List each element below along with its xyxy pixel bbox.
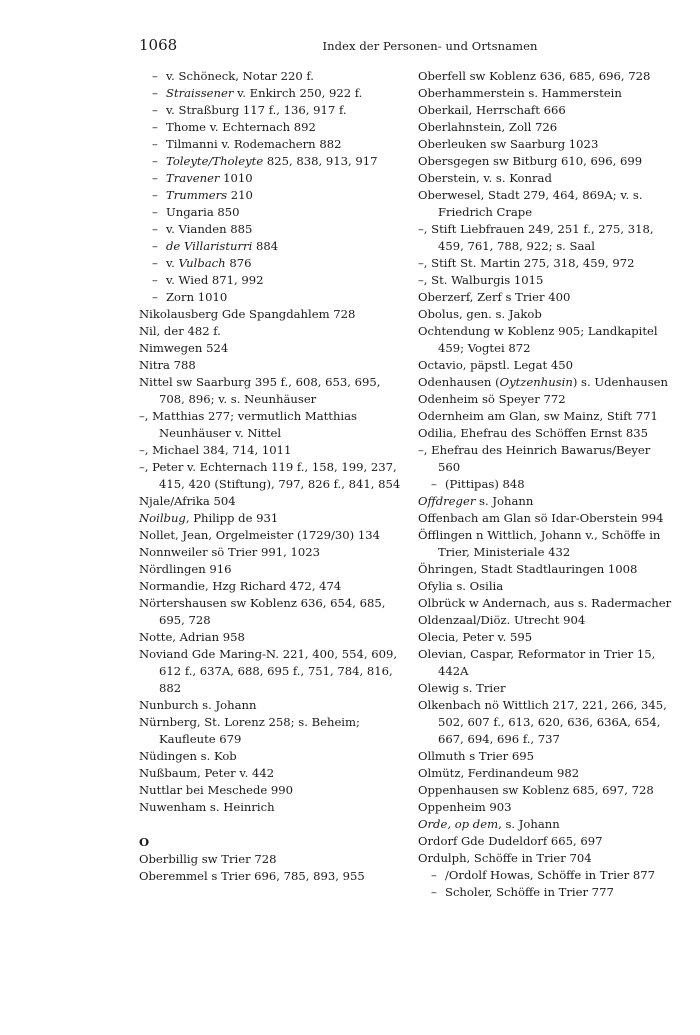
index-entry (418, 629, 676, 646)
index-entry (139, 510, 406, 527)
entry-text: s. Johann (475, 494, 534, 508)
entry-dash: – (152, 222, 158, 236)
index-entry (139, 493, 406, 510)
entry-italic: Orde, op dem (418, 817, 499, 831)
entry-text: Olecia, Peter v. 595 (418, 630, 533, 644)
entry-text: Njale/Afrika 504 (139, 494, 236, 508)
entry-text: Öhringen, Stadt Stadtlauringen 1008 (418, 562, 638, 576)
index-entry (418, 289, 676, 306)
page-number: 1068 (139, 36, 178, 54)
index-entry (418, 510, 676, 527)
section-letter (139, 834, 406, 851)
entry-text: Ungaria 850 (166, 205, 240, 219)
entry-text: Obersgegen sw Bitburg 610, 696, 699 (418, 154, 643, 168)
entry-italic: Travener (166, 171, 220, 185)
entry-text: Oberlahnstein, Zoll 726 (418, 120, 558, 134)
index-entry (139, 170, 406, 187)
running-head: Index der Personen- und Ortsnamen (322, 39, 538, 53)
entry-dash: – (431, 477, 437, 491)
entry-text: 210 (227, 188, 253, 202)
entry-italic: Noilbug (139, 511, 186, 525)
index-entry (418, 306, 676, 323)
index-entry (418, 391, 676, 408)
entry-text: Oppenheim 903 (418, 800, 512, 814)
index-entry (139, 799, 406, 816)
entry-text: Oberleuken sw Saarburg 1023 (418, 137, 599, 151)
entry-text: Obolus, gen. s. Jakob (418, 307, 542, 321)
entry-text: Oldenzaal/Diöz. Utrecht 904 (418, 613, 586, 627)
entry-dash: – (152, 239, 158, 253)
entry-text: Oppenhausen sw Koblenz 685, 697, 728 (418, 783, 654, 797)
index-column-left (139, 68, 406, 885)
entry-text: Ordulph, Schöffe in Trier 704 (418, 851, 592, 865)
entry-dash: – (152, 188, 158, 202)
index-entry (139, 816, 406, 834)
index-entry (418, 136, 676, 153)
entry-text: Nitra 788 (139, 358, 196, 372)
index-entry (139, 442, 406, 459)
index-entry (139, 255, 406, 272)
entry-text: v. Schöneck, Notar 220 f. (166, 69, 314, 83)
index-entry (418, 748, 676, 765)
entry-text: , s. Johann (498, 817, 560, 831)
entry-text: Odenheim sö Speyer 772 (418, 392, 566, 406)
index-entry (418, 612, 676, 629)
index-entry (418, 221, 676, 255)
entry-text: Nonnweiler sö Trier 991, 1023 (139, 545, 321, 559)
entry-italic: Toleyte/Tholeyte (166, 154, 264, 168)
index-entry (418, 187, 676, 221)
entry-italic: Straissener (166, 86, 234, 100)
entry-text: Offenbach am Glan sö Idar-Oberstein 994 (418, 511, 664, 525)
index-entry (418, 697, 676, 748)
index-entry (418, 408, 676, 425)
entry-text: 884 (252, 239, 279, 253)
index-entry (139, 85, 406, 102)
entry-text: /Ordolf Howas, Schöffe in Trier 877 (445, 868, 656, 882)
index-entry (139, 357, 406, 374)
index-entry (418, 833, 676, 850)
index-entry (139, 272, 406, 289)
index-entry (418, 867, 676, 884)
index-entry (418, 119, 676, 136)
entry-text: –, Stift Liebfrauen 249, 251 f., 275, 318, 459, 761, 788, 922; s. Saal (418, 222, 654, 253)
entry-text: Odilia, Ehefrau des Schöffen Ernst 835 (418, 426, 648, 440)
entry-text: Notte, Adrian 958 (139, 630, 245, 644)
index-entry (139, 646, 406, 697)
index-entry (139, 306, 406, 323)
index-entry (139, 595, 406, 629)
entry-text: Olevian, Caspar, Reformator in Trier 15, 442A (418, 647, 656, 678)
entry-dash: – (431, 885, 437, 899)
index-entry (418, 884, 676, 901)
index-entry (418, 442, 676, 476)
entry-text: Normandie, Hzg Richard 472, 474 (139, 579, 342, 593)
entry-text: Nil, der 482 f. (139, 324, 221, 338)
entry-text: Zorn 1010 (166, 290, 228, 304)
entry-text: Nürnberg, St. Lorenz 258; s. Beheim; Kaufleute 679 (139, 715, 360, 746)
entry-text: Tilmanni v. Rodemachern 882 (166, 137, 342, 151)
entry-text: Olkenbach nö Wittlich 217, 221, 266, 345, 502, 607 f., 613, 620, 636, 636A, 654, 667, 694, 696 f., 737 (418, 698, 667, 746)
entry-text: Nördlingen 916 (139, 562, 232, 576)
entry-text: Oberzerf, Zerf s Trier 400 (418, 290, 571, 304)
entry-text: Nuwenham s. Heinrich (139, 800, 275, 814)
entry-text: Odernheim am Glan, sw Mainz, Stift 771 (418, 409, 658, 423)
index-entry (139, 68, 406, 85)
index-entry (418, 255, 676, 272)
entry-dash: – (152, 273, 158, 287)
entry-text: Nollet, Jean, Orgelmeister (1729/30) 134 (139, 528, 381, 542)
entry-text: O (139, 835, 150, 849)
entry-text: Nüdingen s. Kob (139, 749, 237, 763)
index-entry (418, 646, 676, 680)
entry-text: –, Matthias 277; vermutlich Matthias Neunhäuser v. Nittel (139, 409, 357, 440)
entry-text: –, Ehefrau des Heinrich Bawarus/Beyer 560 (418, 443, 651, 474)
index-entry (418, 102, 676, 119)
entry-text: v. Straßburg 117 f., 136, 917 f. (166, 103, 347, 117)
index-entry (418, 799, 676, 816)
index-entry (418, 561, 676, 578)
entry-dash: – (152, 103, 158, 117)
index-entry (418, 765, 676, 782)
entry-text: –, St. Walburgis 1015 (418, 273, 544, 287)
index-entry (139, 697, 406, 714)
entry-text: Öfflingen n Wittlich, Johann v., Schöffe in Trier, Ministeriale 432 (418, 528, 661, 559)
index-entry (139, 238, 406, 255)
index-entry (139, 408, 406, 442)
index-entry (139, 102, 406, 119)
entry-dash: – (152, 256, 158, 270)
entry-text: –, Michael 384, 714, 1011 (139, 443, 292, 457)
entry-text: Olmütz, Ferdinandeum 982 (418, 766, 580, 780)
index-entry (418, 782, 676, 799)
index-entry (418, 680, 676, 697)
entry-italic: Offdreger (418, 494, 476, 508)
entry-dash: – (152, 171, 158, 185)
index-entry (418, 578, 676, 595)
index-entry (139, 374, 406, 408)
entry-text: 825, 838, 913, 917 (263, 154, 378, 168)
entry-italic: Trummers (166, 188, 228, 202)
index-entry (139, 748, 406, 765)
index-entry (139, 544, 406, 561)
entry-dash: – (152, 137, 158, 151)
index-entry (139, 136, 406, 153)
entry-dash: – (152, 154, 158, 168)
entry-text: Ollmuth s Trier 695 (418, 749, 535, 763)
index-entry (139, 187, 406, 204)
entry-text: 1010 (219, 171, 253, 185)
entry-prefix: Odenhausen ( (418, 375, 500, 389)
entry-text: v. Vianden 885 (166, 222, 253, 236)
index-entry (139, 221, 406, 238)
entry-text: ) s. Udenhausen (572, 375, 668, 389)
index-entry (139, 459, 406, 493)
entry-italic: Vulbach (178, 256, 226, 270)
entry-text: Nörtershausen sw Koblenz 636, 654, 685, 695, 728 (139, 596, 386, 627)
index-entry (418, 357, 676, 374)
index-entry (139, 714, 406, 748)
entry-text: Oberbillig sw Trier 728 (139, 852, 277, 866)
index-entry (418, 850, 676, 867)
entry-text: Nuttlar bei Meschede 990 (139, 783, 294, 797)
index-entry (139, 629, 406, 646)
index-entry (418, 595, 676, 612)
entry-text: Oberemmel s Trier 696, 785, 893, 955 (139, 869, 365, 883)
index-entry (418, 374, 676, 391)
index-entry (139, 527, 406, 544)
index-entry (418, 170, 676, 187)
entry-text: –, Peter v. Echternach 119 f., 158, 199, 237, 415, 420 (Stiftung), 797, 826 f., 841, 854 (139, 460, 401, 491)
entry-text: Ordorf Gde Dudeldorf 665, 697 (418, 834, 603, 848)
index-entry (418, 323, 676, 357)
entry-text: Oberstein, v. s. Konrad (418, 171, 552, 185)
entry-text: Octavio, päpstl. Legat 450 (418, 358, 573, 372)
entry-text: (Pittipas) 848 (445, 477, 525, 491)
entry-text: –, Stift St. Martin 275, 318, 459, 972 (418, 256, 635, 270)
index-entry (418, 153, 676, 170)
entry-text: v. Enkirch 250, 922 f. (233, 86, 363, 100)
entry-text: Olewig s. Trier (418, 681, 506, 695)
entry-text: Oberwesel, Stadt 279, 464, 869A; v. s. Friedrich Crape (418, 188, 643, 219)
entry-text: 876 (225, 256, 252, 270)
index-entry (139, 119, 406, 136)
index-entry (139, 153, 406, 170)
entry-text: Nußbaum, Peter v. 442 (139, 766, 275, 780)
index-entry (139, 561, 406, 578)
index-entry (418, 68, 676, 85)
index-entry (418, 85, 676, 102)
index-entry (139, 782, 406, 799)
index-entry (418, 816, 676, 833)
index-entry (139, 578, 406, 595)
entry-prefix: v. (166, 256, 179, 270)
entry-text: Oberkail, Herrschaft 666 (418, 103, 566, 117)
index-entry (418, 493, 676, 510)
index-entry (139, 204, 406, 221)
entry-dash: – (152, 86, 158, 100)
entry-text: Thome v. Echternach 892 (166, 120, 316, 134)
entry-text: Oberhammerstein s. Hammerstein (418, 86, 622, 100)
entry-text: Olbrück w Andernach, aus s. Radermacher (418, 596, 672, 610)
entry-text: Nikolausberg Gde Spangdahlem 728 (139, 307, 356, 321)
entry-text: Noviand Gde Maring-N. 221, 400, 554, 609, 612 f., 637A, 688, 695 f., 751, 784, 816, 882 (139, 647, 398, 695)
index-entry (418, 425, 676, 442)
entry-italic: Oytzenhusin (499, 375, 573, 389)
entry-text: , Philipp de 931 (185, 511, 279, 525)
entry-dash: – (431, 868, 437, 882)
index-entry (418, 527, 676, 561)
index-entry (418, 476, 676, 493)
entry-dash: – (152, 290, 158, 304)
index-entry (139, 765, 406, 782)
entry-text: Oberfell sw Koblenz 636, 685, 696, 728 (418, 69, 651, 83)
entry-text: v. Wied 871, 992 (166, 273, 264, 287)
entry-text: Scholer, Schöffe in Trier 777 (445, 885, 614, 899)
index-column-right (418, 68, 676, 901)
index-entry (139, 851, 406, 868)
entry-dash: – (152, 205, 158, 219)
index-entry (139, 289, 406, 306)
index-entry (139, 868, 406, 885)
entry-text: Nimwegen 524 (139, 341, 229, 355)
entry-dash: – (152, 69, 158, 83)
index-entry (139, 340, 406, 357)
entry-text: Nunburch s. Johann (139, 698, 257, 712)
index-entry (139, 323, 406, 340)
entry-text: Ochtendung w Koblenz 905; Landkapitel 459; Vogtei 872 (418, 324, 658, 355)
entry-italic: de Villaristurri (166, 239, 253, 253)
entry-text: Nittel sw Saarburg 395 f., 608, 653, 695, 708, 896; v. s. Neunhäuser (139, 375, 381, 406)
entry-text: Ofylia s. Osilia (418, 579, 504, 593)
entry-dash: – (152, 120, 158, 134)
index-entry (418, 272, 676, 289)
